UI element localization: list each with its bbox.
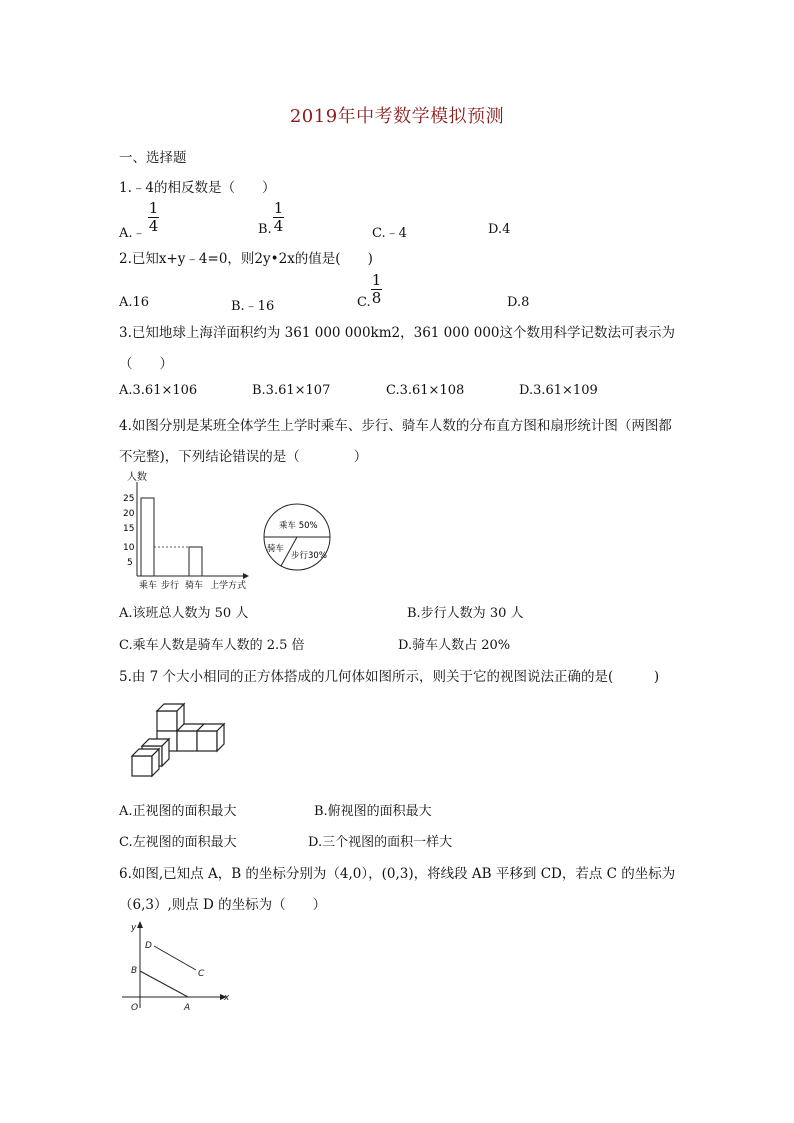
q3-option-b: B.3.61×107 [252, 383, 331, 398]
q1-option-c: C.﹣4 [372, 226, 407, 241]
fraction-numerator: 1 [273, 199, 284, 217]
question-3-stem: 3.已知地球上海洋面积约为 361 000 000km2，361 000 000这个数用科学记数法可表示为 [119, 325, 676, 341]
cube [132, 756, 152, 776]
fraction-denominator: 4 [273, 217, 284, 235]
label-o: O [131, 1003, 139, 1013]
q4-option-b: B.步行人数为 30 人 [407, 606, 524, 621]
xlabel-ride: 乘车 [139, 581, 158, 591]
pie-label-ride: 乘车 50% [279, 521, 318, 531]
q4-option-a: A.该班总人数为 50 人 [119, 606, 249, 621]
ytick: 15 [123, 524, 135, 534]
label-b: B [131, 966, 138, 976]
q2-option-a: A.16 [119, 295, 150, 310]
q1-option-a-label: A.﹣ [119, 226, 146, 241]
q2-option-d: D.8 [507, 295, 530, 310]
cube [177, 731, 197, 751]
histogram-ylabel: 人数 [127, 472, 147, 483]
question-2-stem: 2.已知x+y﹣4=0，则2y•2x的值是( ) [119, 251, 373, 267]
question-4-stem: 4.如图分别是某班全体学生上学时乘车、步行、骑车人数的分布直方图和扇形统计图（两图都 [119, 418, 672, 434]
label-d: D [145, 941, 152, 951]
question-5-stem: 5.由 7 个大小相同的正方体搭成的几何体如图所示，则关于它的视图说法正确的是( ) [119, 669, 660, 685]
label-a: A [184, 1003, 191, 1013]
segment-ab [140, 971, 188, 997]
q2-option-c-label: C. [357, 295, 371, 310]
q3-option-a: A.3.61×106 [119, 383, 198, 398]
xlabel-bike: 骑车 [185, 581, 204, 591]
label-x: x [224, 993, 230, 1003]
q5-cube-figure [128, 702, 228, 782]
q5-option-a: A.正视图的面积最大 [119, 804, 237, 819]
fraction-denominator: 8 [371, 289, 382, 307]
q1-option-a-fraction [148, 201, 159, 234]
label-y: y [131, 923, 137, 933]
question-3-stem-cont: （ ） [119, 356, 173, 372]
page-title: 2019年中考数学模拟预测 [289, 106, 505, 127]
xlabel-walk: 步行 [161, 581, 180, 591]
q2-option-c-fraction [371, 273, 382, 306]
question-6-stem-cont: （6,3）,则点 D 的坐标为（ ） [119, 897, 327, 913]
q3-option-c: C.3.61×108 [386, 383, 465, 398]
ytick: 20 [123, 509, 135, 519]
x-axis-arrow-icon [243, 573, 249, 579]
q5-option-c: C.左视图的面积最大 [119, 835, 237, 850]
q5-option-b: B.俯视图的面积最大 [314, 804, 432, 819]
cube [197, 731, 217, 751]
label-c: C [198, 969, 205, 979]
q3-option-d: D.3.61×109 [519, 383, 598, 398]
q1-option-b-label: B. [258, 222, 272, 237]
bar-ride [141, 498, 154, 576]
section-heading: 一、选择题 [119, 150, 187, 166]
q4-option-c: C.乘车人数是骑车人数的 2.5 倍 [119, 638, 305, 653]
q5-option-d: D.三个视图的面积一样大 [308, 835, 453, 850]
q4-figure [115, 470, 345, 595]
ytick: 25 [123, 494, 135, 504]
q1-option-b-fraction [273, 201, 284, 234]
pie-label-bike: 骑车 [267, 544, 285, 554]
segment-cd [154, 946, 196, 970]
fraction-numerator: 1 [148, 199, 159, 217]
q6-coordinate-figure [118, 918, 238, 1018]
cube [157, 711, 177, 731]
question-6-stem: 6.如图,已知点 A，B 的坐标分别为（4,0），(0,3)，将线段 AB 平移到 CD，若点 C 的坐标为 [119, 866, 676, 882]
bar-bike [189, 547, 202, 576]
ytick: 10 [123, 543, 135, 553]
q4-option-d: D.骑车人数占 20% [398, 638, 511, 653]
xaxis-title: 上学方式 [210, 581, 247, 591]
ytick: 5 [127, 558, 133, 568]
question-4-stem-cont: 不完整)，下列结论错误的是（ ） [119, 449, 368, 465]
q2-option-b: B.﹣16 [231, 299, 275, 314]
y-axis-arrow-icon [137, 921, 143, 928]
fraction-denominator: 4 [148, 217, 159, 235]
fraction-numerator: 1 [371, 271, 382, 289]
question-1-stem: 1.﹣4的相反数是（ ） [119, 180, 276, 196]
pie-label-walk: 步行30% [291, 551, 327, 561]
q1-option-d: D.4 [488, 222, 511, 237]
